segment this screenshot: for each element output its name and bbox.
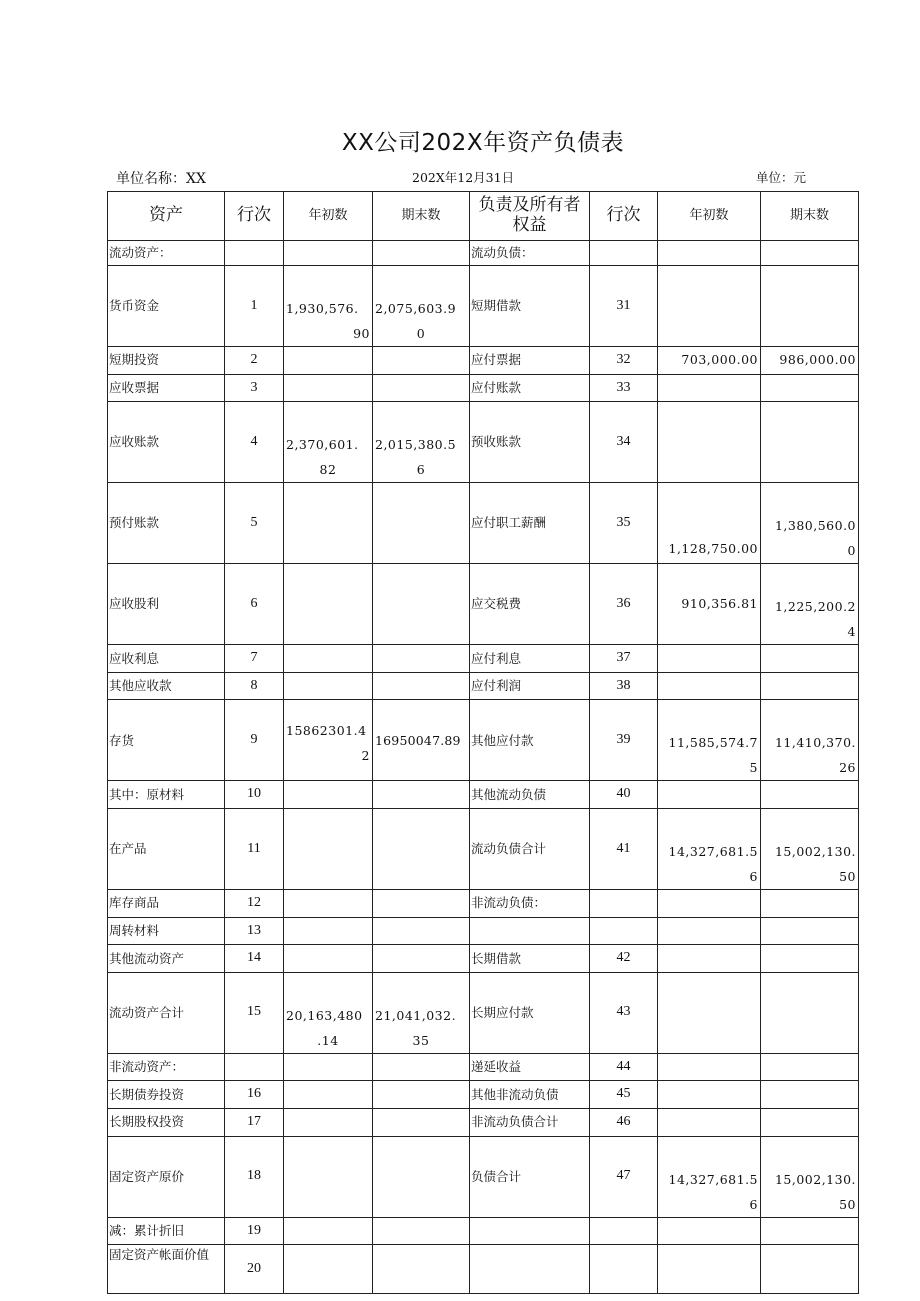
table-row xyxy=(108,917,859,945)
asset-row-no: 3 xyxy=(225,374,284,402)
asset-row-no: 9 xyxy=(225,700,284,781)
liability-end xyxy=(761,889,859,917)
liability-begin xyxy=(658,266,761,347)
liability-begin xyxy=(658,781,761,809)
table-row xyxy=(108,1245,859,1294)
asset-row-no: 20 xyxy=(225,1245,284,1294)
header-liabilities-equity: 负责及所有者权益 xyxy=(470,192,590,241)
liability-label: 应付利润 xyxy=(470,672,590,700)
liability-begin: 910,356.81 xyxy=(658,564,761,645)
report-date: 202X年12月31日 xyxy=(412,170,515,185)
asset-end xyxy=(373,808,470,889)
liability-label xyxy=(470,1217,590,1245)
asset-end xyxy=(373,1108,470,1136)
header-begin: 年初数 xyxy=(284,192,373,241)
liability-end xyxy=(761,266,859,347)
asset-end xyxy=(373,347,470,375)
header-end: 期末数 xyxy=(373,192,470,241)
asset-end xyxy=(373,945,470,973)
liability-end xyxy=(761,917,859,945)
asset-begin xyxy=(284,564,373,645)
asset-label: 应收利息 xyxy=(108,645,225,673)
asset-end xyxy=(373,1081,470,1109)
asset-begin xyxy=(284,1053,373,1081)
liability-end xyxy=(761,374,859,402)
liability-begin xyxy=(658,1245,761,1294)
liability-begin: 14,327,681.5 6 xyxy=(658,808,761,889)
asset-label: 其中：原材料 xyxy=(108,781,225,809)
asset-end xyxy=(373,889,470,917)
liability-end: 1,380,560.0 0 xyxy=(761,483,859,564)
liability-row-no: 42 xyxy=(590,945,658,973)
asset-label: 长期股权投资 xyxy=(108,1108,225,1136)
liability-row-no xyxy=(590,241,658,266)
asset-begin xyxy=(284,781,373,809)
asset-row-no xyxy=(225,241,284,266)
liability-end xyxy=(761,945,859,973)
liability-row-no: 32 xyxy=(590,347,658,375)
liability-begin xyxy=(658,1108,761,1136)
asset-label: 库存商品 xyxy=(108,889,225,917)
asset-end xyxy=(373,1217,470,1245)
liability-label: 非流动负债： xyxy=(470,889,590,917)
liability-begin xyxy=(658,402,761,483)
liability-row-no: 36 xyxy=(590,564,658,645)
liability-begin xyxy=(658,889,761,917)
asset-begin xyxy=(284,1136,373,1217)
asset-begin xyxy=(284,917,373,945)
asset-begin xyxy=(284,1081,373,1109)
table-row xyxy=(108,241,859,266)
liability-begin xyxy=(658,241,761,266)
table-row xyxy=(108,1136,859,1217)
liability-label: 负债合计 xyxy=(470,1136,590,1217)
liability-begin xyxy=(658,374,761,402)
asset-begin: 1,930,576. 90 xyxy=(284,266,373,347)
liability-row-no: 40 xyxy=(590,781,658,809)
asset-end xyxy=(373,781,470,809)
asset-label: 应收股利 xyxy=(108,564,225,645)
liability-begin xyxy=(658,1081,761,1109)
header-end-2: 期末数 xyxy=(761,192,859,241)
asset-label: 非流动资产： xyxy=(108,1053,225,1081)
liability-label: 递延收益 xyxy=(470,1053,590,1081)
table-row xyxy=(108,266,859,347)
liability-row-no: 41 xyxy=(590,808,658,889)
liability-label xyxy=(470,1245,590,1294)
liability-begin xyxy=(658,672,761,700)
asset-end: 21,041,032. 35 xyxy=(373,972,470,1053)
table-header-row xyxy=(108,192,859,241)
liability-begin xyxy=(658,645,761,673)
table-row xyxy=(108,483,859,564)
liability-begin xyxy=(658,917,761,945)
asset-label: 短期投资 xyxy=(108,347,225,375)
liability-label: 其他应付款 xyxy=(470,700,590,781)
asset-begin xyxy=(284,1108,373,1136)
liability-label: 长期借款 xyxy=(470,945,590,973)
liability-end xyxy=(761,972,859,1053)
asset-row-no: 4 xyxy=(225,402,284,483)
liability-end: 1,225,200.2 4 xyxy=(761,564,859,645)
asset-label: 长期债券投资 xyxy=(108,1081,225,1109)
asset-row-no: 10 xyxy=(225,781,284,809)
asset-label: 周转材料 xyxy=(108,917,225,945)
liability-label: 其他非流动负债 xyxy=(470,1081,590,1109)
liability-label: 应付利息 xyxy=(470,645,590,673)
asset-label: 存货 xyxy=(108,700,225,781)
liability-row-no: 45 xyxy=(590,1081,658,1109)
table-row xyxy=(108,1081,859,1109)
asset-begin: 20,163,480 .14 xyxy=(284,972,373,1053)
asset-row-no: 17 xyxy=(225,1108,284,1136)
table-row xyxy=(108,972,859,1053)
header-asset: 资产 xyxy=(108,192,225,241)
table-row xyxy=(108,672,859,700)
liability-begin: 703,000.00 xyxy=(658,347,761,375)
asset-begin xyxy=(284,889,373,917)
liability-label: 应交税费 xyxy=(470,564,590,645)
liability-end: 11,410,370. 26 xyxy=(761,700,859,781)
liability-end xyxy=(761,645,859,673)
liability-end xyxy=(761,1217,859,1245)
liability-row-no: 39 xyxy=(590,700,658,781)
liability-row-no: 31 xyxy=(590,266,658,347)
asset-begin: 2,370,601. 82 xyxy=(284,402,373,483)
asset-label: 货币资金 xyxy=(108,266,225,347)
currency-unit: 单位：元 xyxy=(756,170,807,185)
table-row xyxy=(108,700,859,781)
table-row xyxy=(108,808,859,889)
asset-row-no: 6 xyxy=(225,564,284,645)
asset-end xyxy=(373,1136,470,1217)
liability-label: 预收账款 xyxy=(470,402,590,483)
asset-row-no: 2 xyxy=(225,347,284,375)
asset-label: 流动资产合计 xyxy=(108,972,225,1053)
liability-label: 短期借款 xyxy=(470,266,590,347)
liability-begin xyxy=(658,945,761,973)
asset-end: 2,075,603.9 0 xyxy=(373,266,470,347)
table-row xyxy=(108,645,859,673)
liability-row-no: 43 xyxy=(590,972,658,1053)
asset-row-no: 7 xyxy=(225,645,284,673)
asset-end: 16950047.89 xyxy=(373,700,470,781)
page-title: XX公司202X年资产负债表 xyxy=(341,130,625,156)
asset-begin xyxy=(284,241,373,266)
liability-row-no: 44 xyxy=(590,1053,658,1081)
table-row xyxy=(108,374,859,402)
liability-end xyxy=(761,241,859,266)
asset-row-no: 8 xyxy=(225,672,284,700)
liability-end xyxy=(761,781,859,809)
liability-label: 应付票据 xyxy=(470,347,590,375)
liability-begin: 1,128,750.00 xyxy=(658,483,761,564)
header-begin-2: 年初数 xyxy=(658,192,761,241)
liability-label: 其他流动负债 xyxy=(470,781,590,809)
asset-begin xyxy=(284,374,373,402)
liability-begin xyxy=(658,1053,761,1081)
table-row xyxy=(108,402,859,483)
liability-row-no: 37 xyxy=(590,645,658,673)
liability-end xyxy=(761,402,859,483)
asset-end xyxy=(373,1053,470,1081)
table-row xyxy=(108,945,859,973)
asset-begin xyxy=(284,672,373,700)
liability-label: 非流动负债合计 xyxy=(470,1108,590,1136)
header-row-no-2: 行次 xyxy=(590,192,658,241)
liability-label: 流动负债合计 xyxy=(470,808,590,889)
asset-row-no: 16 xyxy=(225,1081,284,1109)
liability-begin: 14,327,681.5 6 xyxy=(658,1136,761,1217)
asset-end xyxy=(373,241,470,266)
asset-begin xyxy=(284,808,373,889)
asset-row-no xyxy=(225,1053,284,1081)
asset-label: 固定资产原价 xyxy=(108,1136,225,1217)
liability-label xyxy=(470,917,590,945)
liability-row-no xyxy=(590,1245,658,1294)
liability-row-no xyxy=(590,917,658,945)
asset-row-no: 5 xyxy=(225,483,284,564)
asset-begin: 15862301.4 2 xyxy=(284,700,373,781)
liability-end: 986,000.00 xyxy=(761,347,859,375)
table-row xyxy=(108,347,859,375)
asset-end xyxy=(373,1245,470,1294)
liability-begin: 11,585,574.7 5 xyxy=(658,700,761,781)
asset-row-no: 19 xyxy=(225,1217,284,1245)
table-row xyxy=(108,889,859,917)
asset-end xyxy=(373,564,470,645)
header-row-no: 行次 xyxy=(225,192,284,241)
liability-row-no: 46 xyxy=(590,1108,658,1136)
liability-row-no: 33 xyxy=(590,374,658,402)
liability-label: 流动负债： xyxy=(470,241,590,266)
liability-row-no: 35 xyxy=(590,483,658,564)
unit-name: 单位名称：XX xyxy=(116,171,206,187)
table-row xyxy=(108,1217,859,1245)
asset-label: 在产品 xyxy=(108,808,225,889)
asset-begin xyxy=(284,347,373,375)
asset-end: 2,015,380.5 6 xyxy=(373,402,470,483)
liability-row-no: 38 xyxy=(590,672,658,700)
asset-begin xyxy=(284,1217,373,1245)
asset-label: 流动资产： xyxy=(108,241,225,266)
asset-label: 预付账款 xyxy=(108,483,225,564)
asset-end xyxy=(373,672,470,700)
liability-begin xyxy=(658,972,761,1053)
asset-begin xyxy=(284,1245,373,1294)
asset-row-no: 12 xyxy=(225,889,284,917)
asset-end xyxy=(373,483,470,564)
asset-label: 减：累计折旧 xyxy=(108,1217,225,1245)
asset-end xyxy=(373,374,470,402)
liability-end: 15,002,130. 50 xyxy=(761,808,859,889)
liability-end xyxy=(761,1053,859,1081)
liability-label: 应付职工薪酬 xyxy=(470,483,590,564)
liability-end xyxy=(761,1108,859,1136)
liability-begin xyxy=(658,1217,761,1245)
table-row xyxy=(108,564,859,645)
asset-row-no: 18 xyxy=(225,1136,284,1217)
asset-label: 其他应收款 xyxy=(108,672,225,700)
liability-end xyxy=(761,672,859,700)
table-row xyxy=(108,1053,859,1081)
asset-label: 应收票据 xyxy=(108,374,225,402)
asset-label: 应收账款 xyxy=(108,402,225,483)
asset-row-no: 13 xyxy=(225,917,284,945)
asset-label: 固定资产帐面价值 xyxy=(108,1245,225,1294)
asset-row-no: 15 xyxy=(225,972,284,1053)
liability-row-no xyxy=(590,1217,658,1245)
liability-label: 应付账款 xyxy=(470,374,590,402)
table-row xyxy=(108,781,859,809)
liability-row-no: 34 xyxy=(590,402,658,483)
asset-row-no: 1 xyxy=(225,266,284,347)
balance-sheet-table xyxy=(107,191,859,1294)
asset-begin xyxy=(284,945,373,973)
asset-end xyxy=(373,917,470,945)
asset-begin xyxy=(284,645,373,673)
asset-row-no: 14 xyxy=(225,945,284,973)
liability-label: 长期应付款 xyxy=(470,972,590,1053)
liability-row-no xyxy=(590,889,658,917)
table-row xyxy=(108,1108,859,1136)
liability-end: 15,002,130. 50 xyxy=(761,1136,859,1217)
liability-row-no: 47 xyxy=(590,1136,658,1217)
asset-row-no: 11 xyxy=(225,808,284,889)
asset-begin xyxy=(284,483,373,564)
liability-end xyxy=(761,1081,859,1109)
liability-end xyxy=(761,1245,859,1294)
asset-end xyxy=(373,645,470,673)
asset-label: 其他流动资产 xyxy=(108,945,225,973)
